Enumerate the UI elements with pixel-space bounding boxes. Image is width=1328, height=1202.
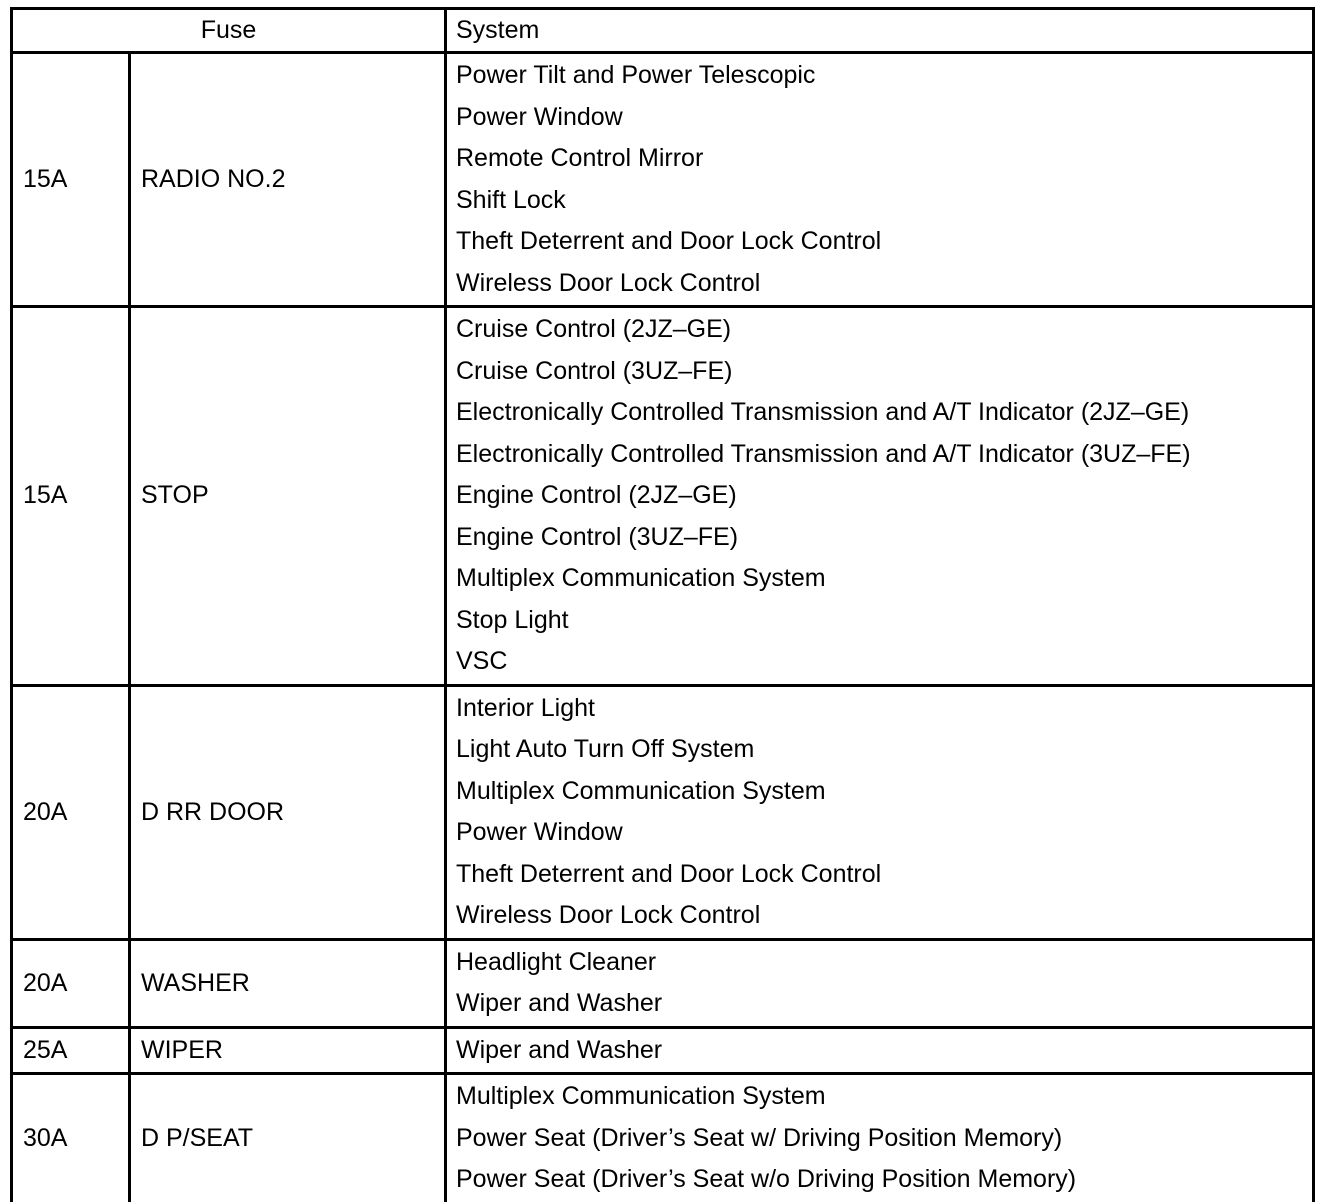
system-item: Headlight Cleaner [456, 947, 657, 976]
system-item: Power Seat (Driver’s Seat w/o Driving Position Memory) [456, 1165, 1077, 1193]
system-item: Electronically Controlled Transmission and A/T Indicator (2JZ–GE) [456, 398, 1190, 426]
system-item: Cruise Control (3UZ–FE) [456, 356, 733, 385]
fuse-amperage: 20A [12, 685, 130, 939]
fuse-amperage: 15A [12, 53, 130, 307]
system-item: Theft Deterrent and Door Lock Control [456, 859, 882, 888]
fuse-name: STOP [130, 307, 446, 686]
system-item: Engine Control (2JZ–GE) [456, 481, 737, 509]
system-item: Power Window [456, 102, 623, 131]
system-list [446, 1074, 1314, 1202]
fuse-amperage: 30A [12, 1074, 130, 1202]
system-item: Remote Control Mirror [456, 144, 704, 172]
system-item: Shift Lock [456, 185, 566, 214]
system-list [446, 53, 1314, 307]
system-item: Wireless Door Lock Control [456, 901, 761, 929]
system-item: Power Seat (Driver’s Seat w/ Driving Position Memory) [456, 1123, 1063, 1152]
fuse-amperage: 20A [12, 939, 130, 1027]
table-row [12, 1027, 1314, 1074]
fuse-amperage: 15A [12, 307, 130, 686]
system-list [446, 685, 1314, 939]
table-row [12, 685, 1314, 939]
system-item: Engine Control (3UZ–FE) [456, 522, 739, 551]
table-row [12, 53, 1314, 307]
system-item: Power Window [456, 818, 623, 846]
system-list [446, 307, 1314, 686]
system-item: Stop Light [456, 605, 569, 634]
system-item: Multiplex Communication System [456, 1082, 826, 1110]
header-system: System [446, 9, 1314, 53]
header-fuse: Fuse [12, 9, 446, 53]
system-item: Electronically Controlled Transmission and A/T Indicator (3UZ–FE) [456, 439, 1191, 468]
system-item: Multiplex Communication System [456, 564, 826, 592]
system-item: Light Auto Turn Off System [456, 735, 755, 763]
table-row [12, 307, 1314, 686]
fuse-name: WIPER [130, 1027, 446, 1074]
system-item: Theft Deterrent and Door Lock Control [456, 227, 882, 255]
fuse-name: D RR DOOR [130, 685, 446, 939]
system-item: Interior Light [456, 693, 595, 722]
system-item: Multiplex Communication System [456, 776, 826, 805]
system-item: Wiper and Washer [456, 1035, 663, 1064]
system-list [446, 1027, 1314, 1074]
header-row [12, 9, 1314, 53]
fuse-name: D P/SEAT [130, 1074, 446, 1202]
system-item: Cruise Control (2JZ–GE) [456, 315, 732, 343]
system-item: Wiper and Washer [456, 989, 663, 1017]
system-list [446, 939, 1314, 1027]
fuse-name: WASHER [130, 939, 446, 1027]
fuse-name: RADIO NO.2 [130, 53, 446, 307]
system-item: VSC [456, 647, 508, 675]
table-row [12, 1074, 1314, 1202]
fuse-table [10, 7, 1315, 1202]
fuse-amperage: 25A [12, 1027, 130, 1074]
system-item: Wireless Door Lock Control [456, 268, 761, 297]
table-row [12, 939, 1314, 1027]
fuse-body [12, 53, 1314, 1202]
system-item: Power Tilt and Power Telescopic [456, 61, 816, 89]
